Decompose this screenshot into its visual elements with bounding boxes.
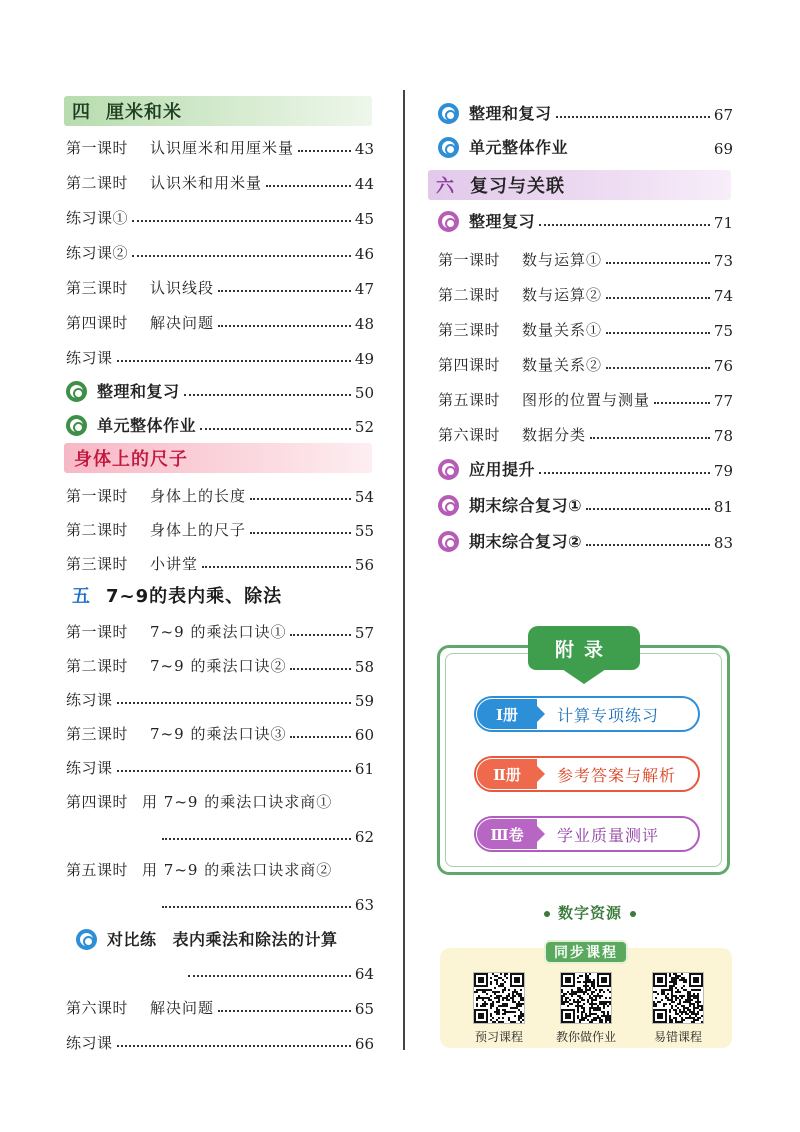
sync-course-panel — [440, 945, 732, 1048]
digital-resources-title — [490, 902, 690, 923]
lesson-label: 第三课时 — [66, 279, 129, 297]
appendix-item-text: 计算专项练习 — [557, 705, 660, 725]
page-number: 49 — [354, 350, 374, 368]
leader-dots — [162, 838, 351, 840]
toc-row[interactable] — [66, 340, 374, 368]
toc-row[interactable] — [66, 682, 374, 710]
appendix-title-tag — [528, 626, 640, 670]
lesson-title: 数量关系① — [522, 321, 603, 339]
lesson-label: 第二课时 — [66, 174, 129, 192]
page-number: 54 — [354, 488, 374, 506]
page-number: 81 — [713, 498, 733, 516]
appendix-item-text: 参考答案与解析 — [557, 765, 677, 785]
page-number: 78 — [713, 427, 733, 445]
toc-row[interactable] — [66, 716, 374, 744]
leader-dots — [290, 634, 350, 636]
target-circle-icon — [66, 415, 87, 436]
page-number: 67 — [713, 106, 733, 124]
toc-row[interactable] — [438, 347, 733, 375]
toc-review-item[interactable] — [438, 524, 733, 552]
leader-dots — [117, 770, 351, 772]
section-5-header — [64, 580, 364, 610]
section-number: 六 — [436, 176, 454, 197]
leader-dots — [266, 185, 351, 187]
toc-row[interactable] — [66, 235, 374, 263]
qr-label: 教你做作业 — [555, 1030, 616, 1044]
page-number: 77 — [713, 392, 733, 410]
toc-row[interactable] — [438, 382, 733, 410]
leader-dots — [184, 394, 351, 396]
section-title: 复习与关联 — [470, 176, 565, 197]
leader-dots — [188, 975, 351, 977]
sync-course-tag — [544, 940, 628, 964]
item-title: 表内乘法和除法的计算 — [172, 930, 338, 949]
target-circle-icon — [438, 137, 459, 158]
toc-row[interactable] — [66, 270, 374, 298]
lesson-title: 数与运算② — [522, 286, 603, 304]
page-number: 66 — [354, 1035, 374, 1053]
leader-dots — [218, 1010, 351, 1012]
lesson-title: 认识米和用米量 — [150, 174, 263, 192]
lesson-label: 第四课时 — [66, 793, 129, 811]
toc-review-item[interactable] — [438, 204, 733, 232]
page-number: 58 — [354, 658, 374, 676]
lesson-label: 第三课时 — [66, 725, 129, 743]
leader-dots — [200, 428, 351, 430]
item-label: 单元整体作业 — [97, 416, 197, 435]
lesson-label: 第五课时 — [66, 861, 129, 879]
lesson-label: 第一课时 — [66, 139, 129, 157]
leader-dots — [218, 325, 351, 327]
qr-label: 预习课程 — [474, 1030, 523, 1044]
toc-row[interactable] — [66, 1025, 374, 1053]
leader-dots — [117, 1045, 351, 1047]
toc-row[interactable] — [66, 165, 374, 193]
target-circle-icon — [438, 211, 459, 232]
qr-code-icon[interactable] — [473, 972, 525, 1024]
page-number: 69 — [713, 140, 733, 158]
lesson-title: 图形的位置与测量 — [522, 391, 651, 409]
lesson-title: 7~9 的乘法口诀③ — [150, 725, 287, 743]
lesson-title: 小讲堂 — [150, 555, 199, 573]
item-label: 整理和复习 — [469, 104, 552, 123]
leader-dots — [654, 402, 710, 404]
lesson-title: 身体上的长度 — [150, 487, 247, 505]
toc-review-item[interactable] — [438, 130, 733, 158]
appendix-box — [437, 638, 730, 875]
lesson-label: 第三课时 — [66, 555, 129, 573]
section-title: 厘米和米 — [106, 102, 182, 123]
target-circle-icon — [76, 929, 97, 950]
leader-dots — [218, 290, 351, 292]
lesson-title: 解决问题 — [150, 314, 215, 332]
leader-dots — [298, 150, 351, 152]
lesson-label: 第二课时 — [438, 286, 501, 304]
toc-row[interactable] — [438, 277, 733, 305]
lesson-label: 第四课时 — [66, 314, 129, 332]
ruler-section-header — [64, 443, 372, 473]
toc-row-continuation[interactable] — [158, 886, 374, 914]
qr-code-icon[interactable] — [560, 972, 612, 1024]
qr-label: 易错课程 — [653, 1030, 702, 1044]
toc-review-item[interactable] — [66, 374, 374, 402]
toc-row[interactable] — [66, 990, 374, 1018]
lesson-label: 第六课时 — [66, 999, 129, 1017]
target-circle-icon — [438, 459, 459, 480]
lesson-label: 第一课时 — [438, 251, 501, 269]
lesson-title: 数与运算① — [522, 251, 603, 269]
page-number: 44 — [354, 175, 374, 193]
bullet-dot-icon — [630, 911, 636, 917]
page-number: 83 — [713, 534, 733, 552]
lesson-title: 认识厘米和用厘米量 — [150, 139, 295, 157]
column-divider — [403, 90, 405, 1050]
toc-row[interactable] — [66, 648, 374, 676]
leader-dots — [162, 906, 351, 908]
leader-dots — [132, 220, 351, 222]
lesson-title: 数量关系② — [522, 356, 603, 374]
lesson-label: 练习课 — [66, 1034, 113, 1052]
toc-row[interactable] — [438, 417, 733, 445]
leader-dots — [202, 566, 351, 568]
page-number: 57 — [354, 624, 374, 642]
appendix-title: 附录 — [554, 638, 613, 661]
toc-row[interactable] — [66, 478, 374, 506]
leader-dots — [606, 262, 710, 264]
lesson-label: 第五课时 — [438, 391, 501, 409]
item-label: 整理复习 — [469, 212, 536, 231]
leader-dots — [606, 367, 710, 369]
toc-row[interactable] — [66, 750, 374, 778]
volume-tag: Ⅲ卷 — [477, 819, 537, 849]
page-number: 64 — [354, 965, 374, 983]
leader-dots — [290, 736, 350, 738]
section-6-header — [428, 170, 731, 200]
sync-title: 同步课程 — [554, 945, 618, 961]
leader-dots — [586, 544, 710, 546]
leader-dots — [132, 255, 351, 257]
leader-dots — [539, 224, 710, 226]
toc-review-item[interactable] — [438, 96, 733, 124]
qr-code-icon[interactable] — [652, 972, 704, 1024]
page-number: 50 — [354, 384, 374, 402]
page-number: 56 — [354, 556, 374, 574]
lesson-label: 第三课时 — [438, 321, 501, 339]
lesson-label: 练习课 — [66, 349, 113, 367]
target-circle-icon — [438, 103, 459, 124]
page-number: 61 — [354, 760, 374, 778]
leader-dots — [606, 332, 710, 334]
section-title: 7~9的表内乘、除法 — [106, 586, 283, 607]
target-circle-icon — [438, 495, 459, 516]
lesson-title: 解决问题 — [150, 999, 215, 1017]
item-label: 单元整体作业 — [469, 138, 569, 157]
bullet-dot-icon — [544, 911, 550, 917]
section-4-header — [64, 96, 372, 126]
toc-row[interactable] — [66, 614, 374, 642]
page-number: 73 — [713, 252, 733, 270]
leader-dots — [586, 508, 710, 510]
appendix-item-calc[interactable] — [474, 696, 700, 732]
appendix-item-answers[interactable] — [474, 756, 700, 792]
section-number: 五 — [72, 586, 90, 607]
toc-review-item[interactable] — [66, 408, 374, 436]
page-number: 60 — [354, 726, 374, 744]
leader-dots — [117, 360, 351, 362]
section-number: 四 — [72, 102, 90, 123]
lesson-label: 第六课时 — [438, 426, 501, 444]
lesson-label: 第一课时 — [66, 623, 129, 641]
volume-tag: Ⅱ册 — [477, 759, 537, 789]
page-number: 79 — [713, 462, 733, 480]
page-number: 45 — [354, 210, 374, 228]
page-number: 76 — [713, 357, 733, 375]
page-number: 48 — [354, 315, 374, 333]
toc-row-heading[interactable] — [66, 852, 374, 880]
toc-compare-item[interactable] — [76, 922, 374, 950]
item-label: 对比练 — [107, 930, 157, 949]
toc-row[interactable] — [438, 312, 733, 340]
toc-row[interactable] — [66, 546, 374, 574]
page-number: 63 — [354, 896, 374, 914]
toc-row[interactable] — [66, 130, 374, 158]
leader-dots — [556, 116, 710, 118]
toc-review-item[interactable] — [438, 452, 733, 480]
volume-tag: Ⅰ册 — [477, 699, 537, 729]
page-number: 52 — [354, 418, 374, 436]
toc-row[interactable] — [66, 200, 374, 228]
lesson-label: 第四课时 — [438, 356, 501, 374]
lesson-title: 7~9 的乘法口诀① — [150, 623, 287, 641]
lesson-title: 认识线段 — [150, 279, 215, 297]
leader-dots — [590, 437, 710, 439]
lesson-label: 第二课时 — [66, 657, 129, 675]
lesson-label: 练习课① — [66, 209, 129, 227]
lesson-label: 练习课 — [66, 691, 113, 709]
page-number: 65 — [354, 1000, 374, 1018]
toc-row[interactable] — [66, 305, 374, 333]
lesson-label: 练习课② — [66, 244, 129, 262]
lesson-title: 身体上的尺子 — [150, 521, 247, 539]
page-number: 46 — [354, 245, 374, 263]
page-number: 55 — [354, 522, 374, 540]
leader-dots — [606, 297, 710, 299]
lesson-title: 数据分类 — [522, 426, 587, 444]
target-circle-icon — [438, 531, 459, 552]
toc-review-item[interactable] — [438, 488, 733, 516]
digital-title-text: 数字资源 — [557, 904, 622, 922]
page-number: 43 — [354, 140, 374, 158]
toc-row[interactable] — [66, 512, 374, 540]
lesson-label: 第一课时 — [66, 487, 129, 505]
page-number: 47 — [354, 280, 374, 298]
lesson-label: 练习课 — [66, 759, 113, 777]
appendix-item-assessment[interactable] — [474, 816, 700, 852]
leader-dots — [290, 668, 350, 670]
toc-row-heading[interactable] — [66, 784, 374, 812]
lesson-title: 用 7~9 的乘法口诀求商① — [142, 793, 333, 811]
item-label: 应用提升 — [469, 460, 536, 479]
item-label: 期末综合复习② — [469, 532, 583, 551]
toc-row-continuation[interactable] — [184, 955, 374, 983]
page-number: 75 — [713, 322, 733, 340]
section-title: 身体上的尺子 — [74, 449, 188, 470]
leader-dots — [250, 532, 351, 534]
lesson-label: 第二课时 — [66, 521, 129, 539]
page-number: 62 — [354, 828, 374, 846]
page-number: 59 — [354, 692, 374, 710]
page-number: 74 — [713, 287, 733, 305]
target-circle-icon — [66, 381, 87, 402]
item-label: 期末综合复习① — [469, 496, 583, 515]
leader-dots — [117, 702, 351, 704]
page-number: 71 — [713, 214, 733, 232]
item-label: 整理和复习 — [97, 382, 180, 401]
toc-row[interactable] — [438, 242, 733, 270]
leader-dots — [250, 498, 351, 500]
leader-dots — [539, 472, 710, 474]
appendix-item-text: 学业质量测评 — [557, 825, 660, 845]
lesson-title: 7~9 的乘法口诀② — [150, 657, 287, 675]
toc-row-continuation[interactable] — [158, 818, 374, 846]
lesson-title: 用 7~9 的乘法口诀求商② — [142, 861, 333, 879]
